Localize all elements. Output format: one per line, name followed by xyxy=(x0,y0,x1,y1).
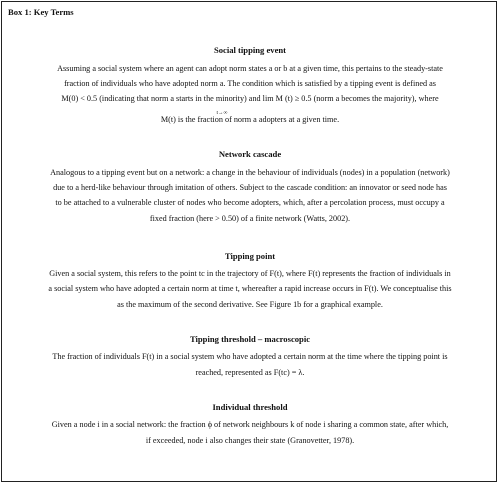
section-line: Given a social system, this refers to the point tc in the trajectory of F(t), where F(t) represents the fraction of individuals in xyxy=(49,269,451,278)
section-line: to be attached to a vulnerable cluster of nodes who become adopters, which, after a percolation process, must occupy a xyxy=(55,198,445,207)
section-line: due to a herd-like behaviour through imitation of others. Subject to the cascade condition: an innovator or seed node has xyxy=(53,183,447,192)
section-line: M(t) is the fraction of norm a adopters at a given time. xyxy=(160,115,340,124)
section-line: Assuming a social system where an agent can adopt norm states a or b at a given time, this pertains to the steady-state xyxy=(57,64,443,73)
section-line: fraction of individuals who have adopted norm a. The condition which is satisfied by a tipping event is defined as xyxy=(64,79,436,88)
section-line: a social system who have adopted a certain norm at time t, whereafter a rapid increase occurs in F(t). We conceptualise this xyxy=(48,284,452,293)
section-line: if exceeded, node i also changes their state (Granovetter, 1978). xyxy=(145,436,355,445)
section-line: reached, represented as F(tc) = λ. xyxy=(195,368,305,377)
section-heading-tipping-threshold: Tipping threshold – macroscopic xyxy=(189,334,311,344)
key-terms-box xyxy=(1,1,497,482)
box-title: Box 1: Key Terms xyxy=(8,7,74,17)
section-line: as the maximum of the second derivative. See Figure 1b for a graphical example. xyxy=(117,300,383,309)
section-line: The fraction of individuals F(t) in a social system who have adopted a certain norm at the time where the tipping point is xyxy=(52,352,448,361)
section-line: Given a node i in a social network: the fraction ϕ of network neighbours k of node i sharing a common state, after which, xyxy=(51,420,449,429)
section-heading-network-cascade: Network cascade xyxy=(218,149,282,159)
section-line: fixed fraction (here > 0.50) of a finite network (Watts, 2002). xyxy=(149,214,351,223)
section-heading-individual-threshold: Individual threshold xyxy=(212,402,288,412)
limit-subscript: t→∞ xyxy=(216,110,228,116)
section-heading-tipping-point: Tipping point xyxy=(224,251,276,261)
section-line: Analogous to a tipping event but on a network: a change in the behaviour of individuals (nodes) in a population (network) xyxy=(50,168,450,177)
section-line: M(0) < 0.5 (indicating that norm a starts in the minority) and lim M (t) ≥ 0.5 (norm a becomes the majority), where xyxy=(61,94,439,103)
section-heading-social-tipping-event: Social tipping event xyxy=(213,45,287,55)
